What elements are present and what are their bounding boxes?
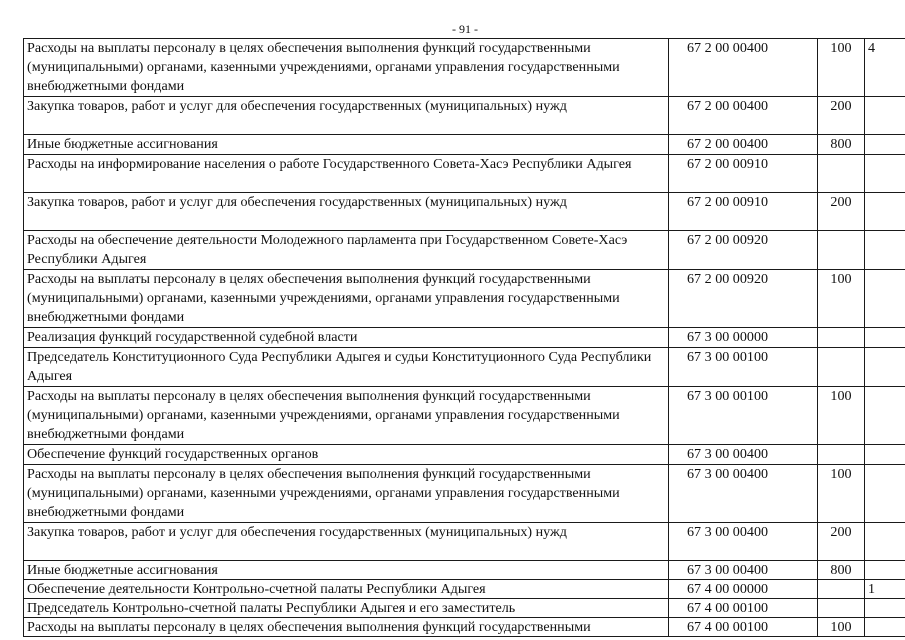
row-name: Расходы на выплаты персоналу в целях обеспечения выполнения функций государственными (муниципальными) органами, казенными учреждениями, органами управления государственными внебюджетными фондами: [24, 465, 669, 523]
row-type: [818, 599, 865, 618]
table-row: [24, 387, 905, 445]
row-sum: [865, 387, 905, 445]
row-name: Расходы на выплаты персоналу в целях обеспечения выполнения функций государственными (муниципальными) органами, казенными учреждениями, органами управления государственными внебюджетными фондами: [24, 387, 669, 445]
row-sum: 4: [865, 39, 905, 97]
row-type: 100: [818, 465, 865, 523]
row-type: 200: [818, 523, 865, 561]
table-row: [24, 39, 905, 97]
row-code: 67 4 00 00000: [669, 580, 818, 599]
table-row: [24, 97, 905, 135]
row-name: Обеспечение деятельности Контрольно-счетной палаты Республики Адыгея: [24, 580, 669, 599]
table-row: [24, 193, 905, 231]
row-sum: [865, 465, 905, 523]
row-code: 67 4 00 00100: [669, 618, 818, 637]
row-name: Расходы на информирование населения о работе Государственного Совета-Хасэ Республики Адыгея: [24, 155, 669, 193]
table-row: [24, 580, 905, 599]
row-code: 67 3 00 00100: [669, 348, 818, 387]
row-sum: [865, 97, 905, 135]
row-name: Обеспечение функций государственных органов: [24, 445, 669, 465]
row-type: 800: [818, 135, 865, 155]
budget-table: [23, 38, 905, 637]
table-row: [24, 348, 905, 387]
row-code: 67 2 00 00920: [669, 231, 818, 270]
row-code: 67 3 00 00400: [669, 561, 818, 580]
table-row: [24, 270, 905, 328]
table-row: [24, 618, 905, 637]
table-row: [24, 465, 905, 523]
row-type: 100: [818, 387, 865, 445]
row-type: 200: [818, 97, 865, 135]
table-row: [24, 445, 905, 465]
row-type: [818, 155, 865, 193]
table-row: [24, 328, 905, 348]
row-type: [818, 328, 865, 348]
table-row: [24, 523, 905, 561]
row-name: Реализация функций государственной судебной власти: [24, 328, 669, 348]
row-name: Председатель Конституционного Суда Республики Адыгея и судьи Конституционного Суда Республики Адыгея: [24, 348, 669, 387]
row-sum: [865, 270, 905, 328]
table-row: [24, 561, 905, 580]
row-sum: [865, 445, 905, 465]
row-code: 67 2 00 00920: [669, 270, 818, 328]
row-code: 67 3 00 00400: [669, 523, 818, 561]
row-code: 67 3 00 00000: [669, 328, 818, 348]
row-name: Расходы на выплаты персоналу в целях обеспечения выполнения функций государственными (муниципальными) органами, казенными учреждениями, органами управления государственными внебюджетными фондами: [24, 270, 669, 328]
row-name: Расходы на выплаты персоналу в целях обеспечения выполнения функций государственными: [24, 618, 669, 637]
row-code: 67 4 00 00100: [669, 599, 818, 618]
row-sum: [865, 561, 905, 580]
row-sum: [865, 135, 905, 155]
table-row: [24, 135, 905, 155]
row-type: [818, 445, 865, 465]
row-type: [818, 580, 865, 599]
row-type: 200: [818, 193, 865, 231]
row-code: 67 2 00 00910: [669, 155, 818, 193]
row-name: Иные бюджетные ассигнования: [24, 561, 669, 580]
row-code: 67 3 00 00400: [669, 465, 818, 523]
row-sum: [865, 599, 905, 618]
page-number: - 91 -: [452, 22, 478, 36]
row-sum: [865, 155, 905, 193]
row-type: 100: [818, 270, 865, 328]
row-sum: [865, 231, 905, 270]
row-sum: [865, 523, 905, 561]
row-sum: 1: [865, 580, 905, 599]
row-name: Закупка товаров, работ и услуг для обеспечения государственных (муниципальных) нужд: [24, 523, 669, 561]
row-sum: [865, 348, 905, 387]
row-name: Иные бюджетные ассигнования: [24, 135, 669, 155]
row-sum: [865, 618, 905, 637]
row-name: Расходы на выплаты персоналу в целях обеспечения выполнения функций государственными (муниципальными) органами, казенными учреждениями, органами управления государственными внебюджетными фондами: [24, 39, 669, 97]
row-code: 67 2 00 00400: [669, 135, 818, 155]
row-type: [818, 231, 865, 270]
row-type: 100: [818, 39, 865, 97]
row-type: 800: [818, 561, 865, 580]
row-sum: [865, 328, 905, 348]
row-code: 67 2 00 00910: [669, 193, 818, 231]
row-sum: [865, 193, 905, 231]
row-type: [818, 348, 865, 387]
row-code: 67 2 00 00400: [669, 97, 818, 135]
table-row: [24, 599, 905, 618]
row-name: Расходы на обеспечение деятельности Молодежного парламента при Государственном Совете-Хасэ Республики Адыгея: [24, 231, 669, 270]
row-code: 67 3 00 00400: [669, 445, 818, 465]
row-code: 67 3 00 00100: [669, 387, 818, 445]
row-name: Закупка товаров, работ и услуг для обеспечения государственных (муниципальных) нужд: [24, 193, 669, 231]
row-type: 100: [818, 618, 865, 637]
row-name: Председатель Контрольно-счетной палаты Республики Адыгея и его заместитель: [24, 599, 669, 618]
table-row: [24, 231, 905, 270]
row-name: Закупка товаров, работ и услуг для обеспечения государственных (муниципальных) нужд: [24, 97, 669, 135]
table-row: [24, 155, 905, 193]
row-code: 67 2 00 00400: [669, 39, 818, 97]
